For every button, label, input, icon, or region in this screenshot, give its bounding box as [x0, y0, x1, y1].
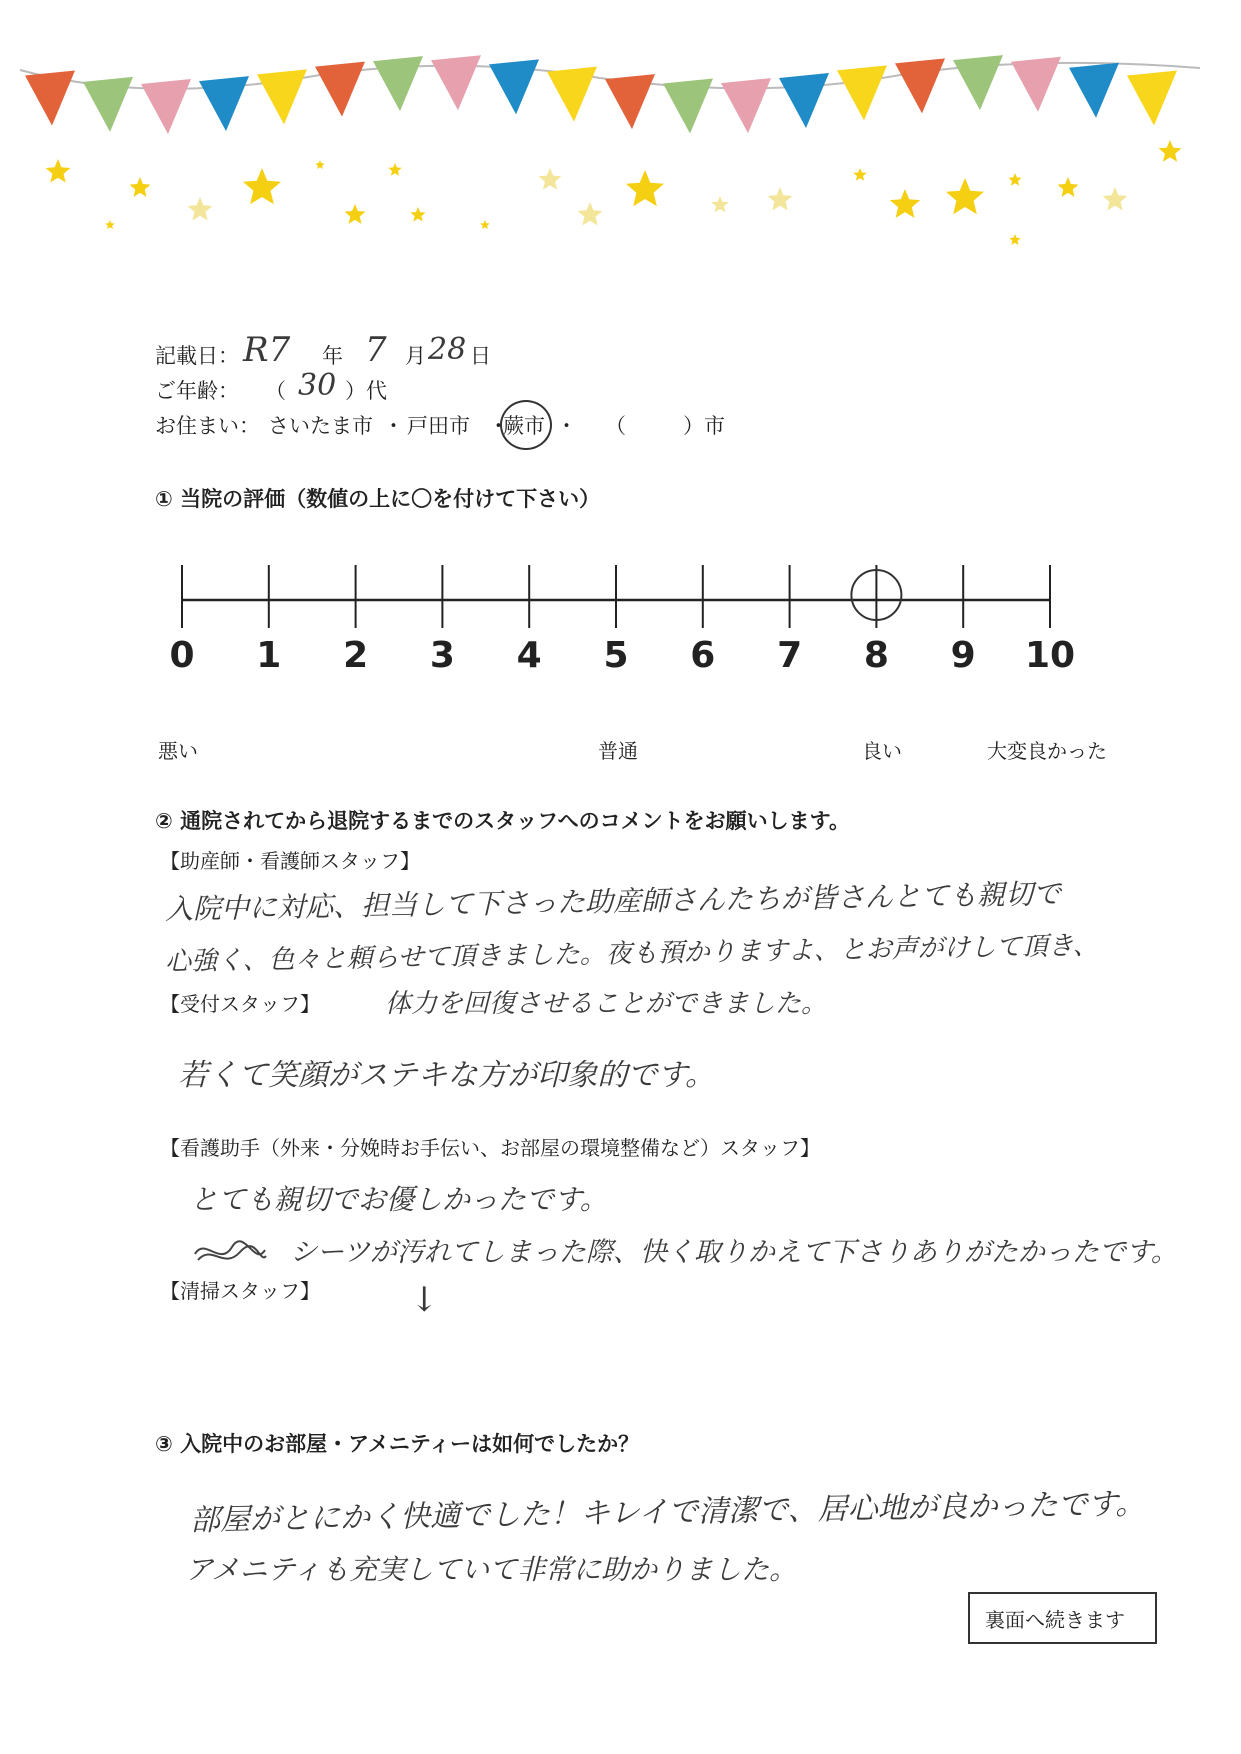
month-value: 7 [365, 330, 387, 370]
scale-number: 4 [516, 635, 542, 675]
star-icon [1008, 173, 1021, 186]
q3-title: ③ 入院中のお部屋・アメニティーは如何でしたか？ [155, 1432, 640, 1456]
address-option-toda: 戸田市 [407, 414, 470, 438]
star-icon [1009, 234, 1020, 245]
bunting-flag [721, 78, 771, 133]
bunting-flag [605, 74, 655, 129]
scale-number: 0 [169, 635, 195, 675]
reception-comment: 若くて笑顔がステキな方が印象的です。 [178, 1058, 715, 1093]
star-icon [1103, 187, 1128, 211]
scale-ticks [182, 565, 1050, 628]
q3-comment-1: 部屋がとにかく快適でした！キレイで清潔で、居心地が良かったです。 [189, 1486, 1146, 1539]
scale-number: 10 [1024, 635, 1076, 675]
bunting-flags [25, 55, 1177, 134]
star-icon [315, 160, 325, 169]
age-open: （ [265, 379, 286, 403]
cleaning-comment-arrow: ↓ [410, 1280, 439, 1320]
star-icon [345, 204, 366, 224]
label-good: 良い [862, 739, 902, 763]
star-icon [480, 220, 490, 229]
day-label: 日 [470, 344, 491, 368]
star-icon [46, 159, 71, 183]
bunting-flag [83, 77, 133, 132]
age-close: ）代 [345, 379, 387, 403]
q2-title: ② 通院されてから退院するまでのスタッフへのコメントをお願いします。 [155, 809, 850, 833]
age-label: ご年齢： [155, 379, 239, 403]
bunting-flag [837, 65, 887, 120]
bunting-flag [489, 59, 539, 114]
bunting-flag [895, 58, 945, 113]
aide-comment-1: とても親切でお優しかったです。 [190, 1183, 608, 1216]
address-selected-circle [500, 400, 552, 450]
bunting-flag [373, 56, 423, 111]
scale-number: 2 [343, 635, 369, 675]
scale-number: 9 [950, 635, 976, 675]
address-option-warabi: 蕨市 [503, 414, 545, 438]
bunting-banner [0, 0, 1241, 270]
star-icon [768, 187, 793, 211]
address-sep: ・ [488, 414, 509, 438]
star-icon [105, 220, 115, 229]
scale-number: 7 [777, 635, 803, 675]
midwife-comment-3: 体力を回復させることができました。 [385, 989, 828, 1019]
month-label: 月 [405, 344, 426, 368]
bunting-flag [779, 73, 829, 128]
bunting-flag [1011, 57, 1061, 112]
stars-decoration [46, 140, 1182, 245]
rating-scale [160, 555, 1080, 675]
aide-label: 【看護助手（外来・分娩時お手伝い、お部屋の環境整備など）スタッフ】 [160, 1136, 820, 1160]
bunting-flag [663, 79, 713, 134]
scale-number: 6 [690, 635, 716, 675]
star-icon [578, 202, 603, 226]
bunting-flag [25, 71, 75, 126]
date-era-value: R7 [243, 330, 291, 370]
star-icon [890, 189, 920, 218]
age-value: 30 [298, 368, 337, 403]
day-value: 28 [428, 332, 467, 367]
midwife-comment-1: 入院中に対応、担当して下さった助産師さんたちが皆さんとても親切で [164, 877, 1062, 926]
continue-label: 裏面へ続きます [985, 1608, 1125, 1632]
address-sep: ・ [556, 414, 577, 438]
scale-number: 5 [603, 635, 629, 675]
star-icon [410, 207, 425, 222]
scale-number: 3 [429, 635, 455, 675]
star-icon [188, 197, 213, 221]
address-other-open: （ [605, 414, 626, 438]
crossed-out-scribble [190, 1232, 270, 1272]
bunting-flag [431, 55, 481, 110]
scale-number: 8 [863, 635, 889, 675]
cleaning-label: 【清掃スタッフ】 [160, 1279, 320, 1303]
star-icon [946, 178, 984, 214]
label-normal: 普通 [598, 739, 638, 763]
midwife-label: 【助産師・看護師スタッフ】 [160, 849, 420, 873]
star-icon [1159, 140, 1182, 162]
label-very-good: 大変良かった [987, 739, 1107, 763]
bunting-flag [1127, 71, 1177, 126]
bunting-flag [199, 76, 249, 131]
bunting-flag [1069, 63, 1119, 118]
star-icon [539, 168, 562, 190]
bunting-flag [315, 62, 365, 117]
address-other-close: ）市 [683, 414, 725, 438]
star-icon [130, 177, 151, 197]
q1-title: ① 当院の評価（数値の上に〇を付けて下さい） [155, 487, 601, 511]
aide-comment-2: シーツが汚れてしまった際、快く取りかえて下さりありがたかったです。 [290, 1237, 1178, 1268]
scale-numbers [169, 635, 1075, 675]
address-sep: ・ [383, 414, 404, 438]
year-label: 年 [322, 344, 343, 368]
star-icon [1058, 177, 1079, 197]
reception-label: 【受付スタッフ】 [160, 992, 320, 1016]
star-icon [711, 196, 728, 212]
star-icon [243, 168, 281, 204]
scale-number: 1 [256, 635, 282, 675]
q3-comment-2: アメニティも充実していて非常に助かりました。 [185, 1553, 798, 1586]
bunting-flag [547, 67, 597, 122]
bunting-flag [141, 79, 191, 134]
bunting-flag [953, 55, 1003, 110]
star-icon [626, 170, 664, 206]
star-icon [853, 168, 866, 181]
date-label: 記載日： [155, 344, 239, 368]
address-option-saitama: さいたま市 [268, 414, 373, 438]
bunting-flag [257, 69, 307, 124]
label-bad: 悪い [158, 739, 198, 763]
address-label: お住まい： [155, 414, 260, 438]
midwife-comment-2: 心強く、色々と頼らせて頂きました。夜も預かりますよ、とお声がけして頂き、 [164, 930, 1099, 978]
star-icon [388, 163, 401, 176]
